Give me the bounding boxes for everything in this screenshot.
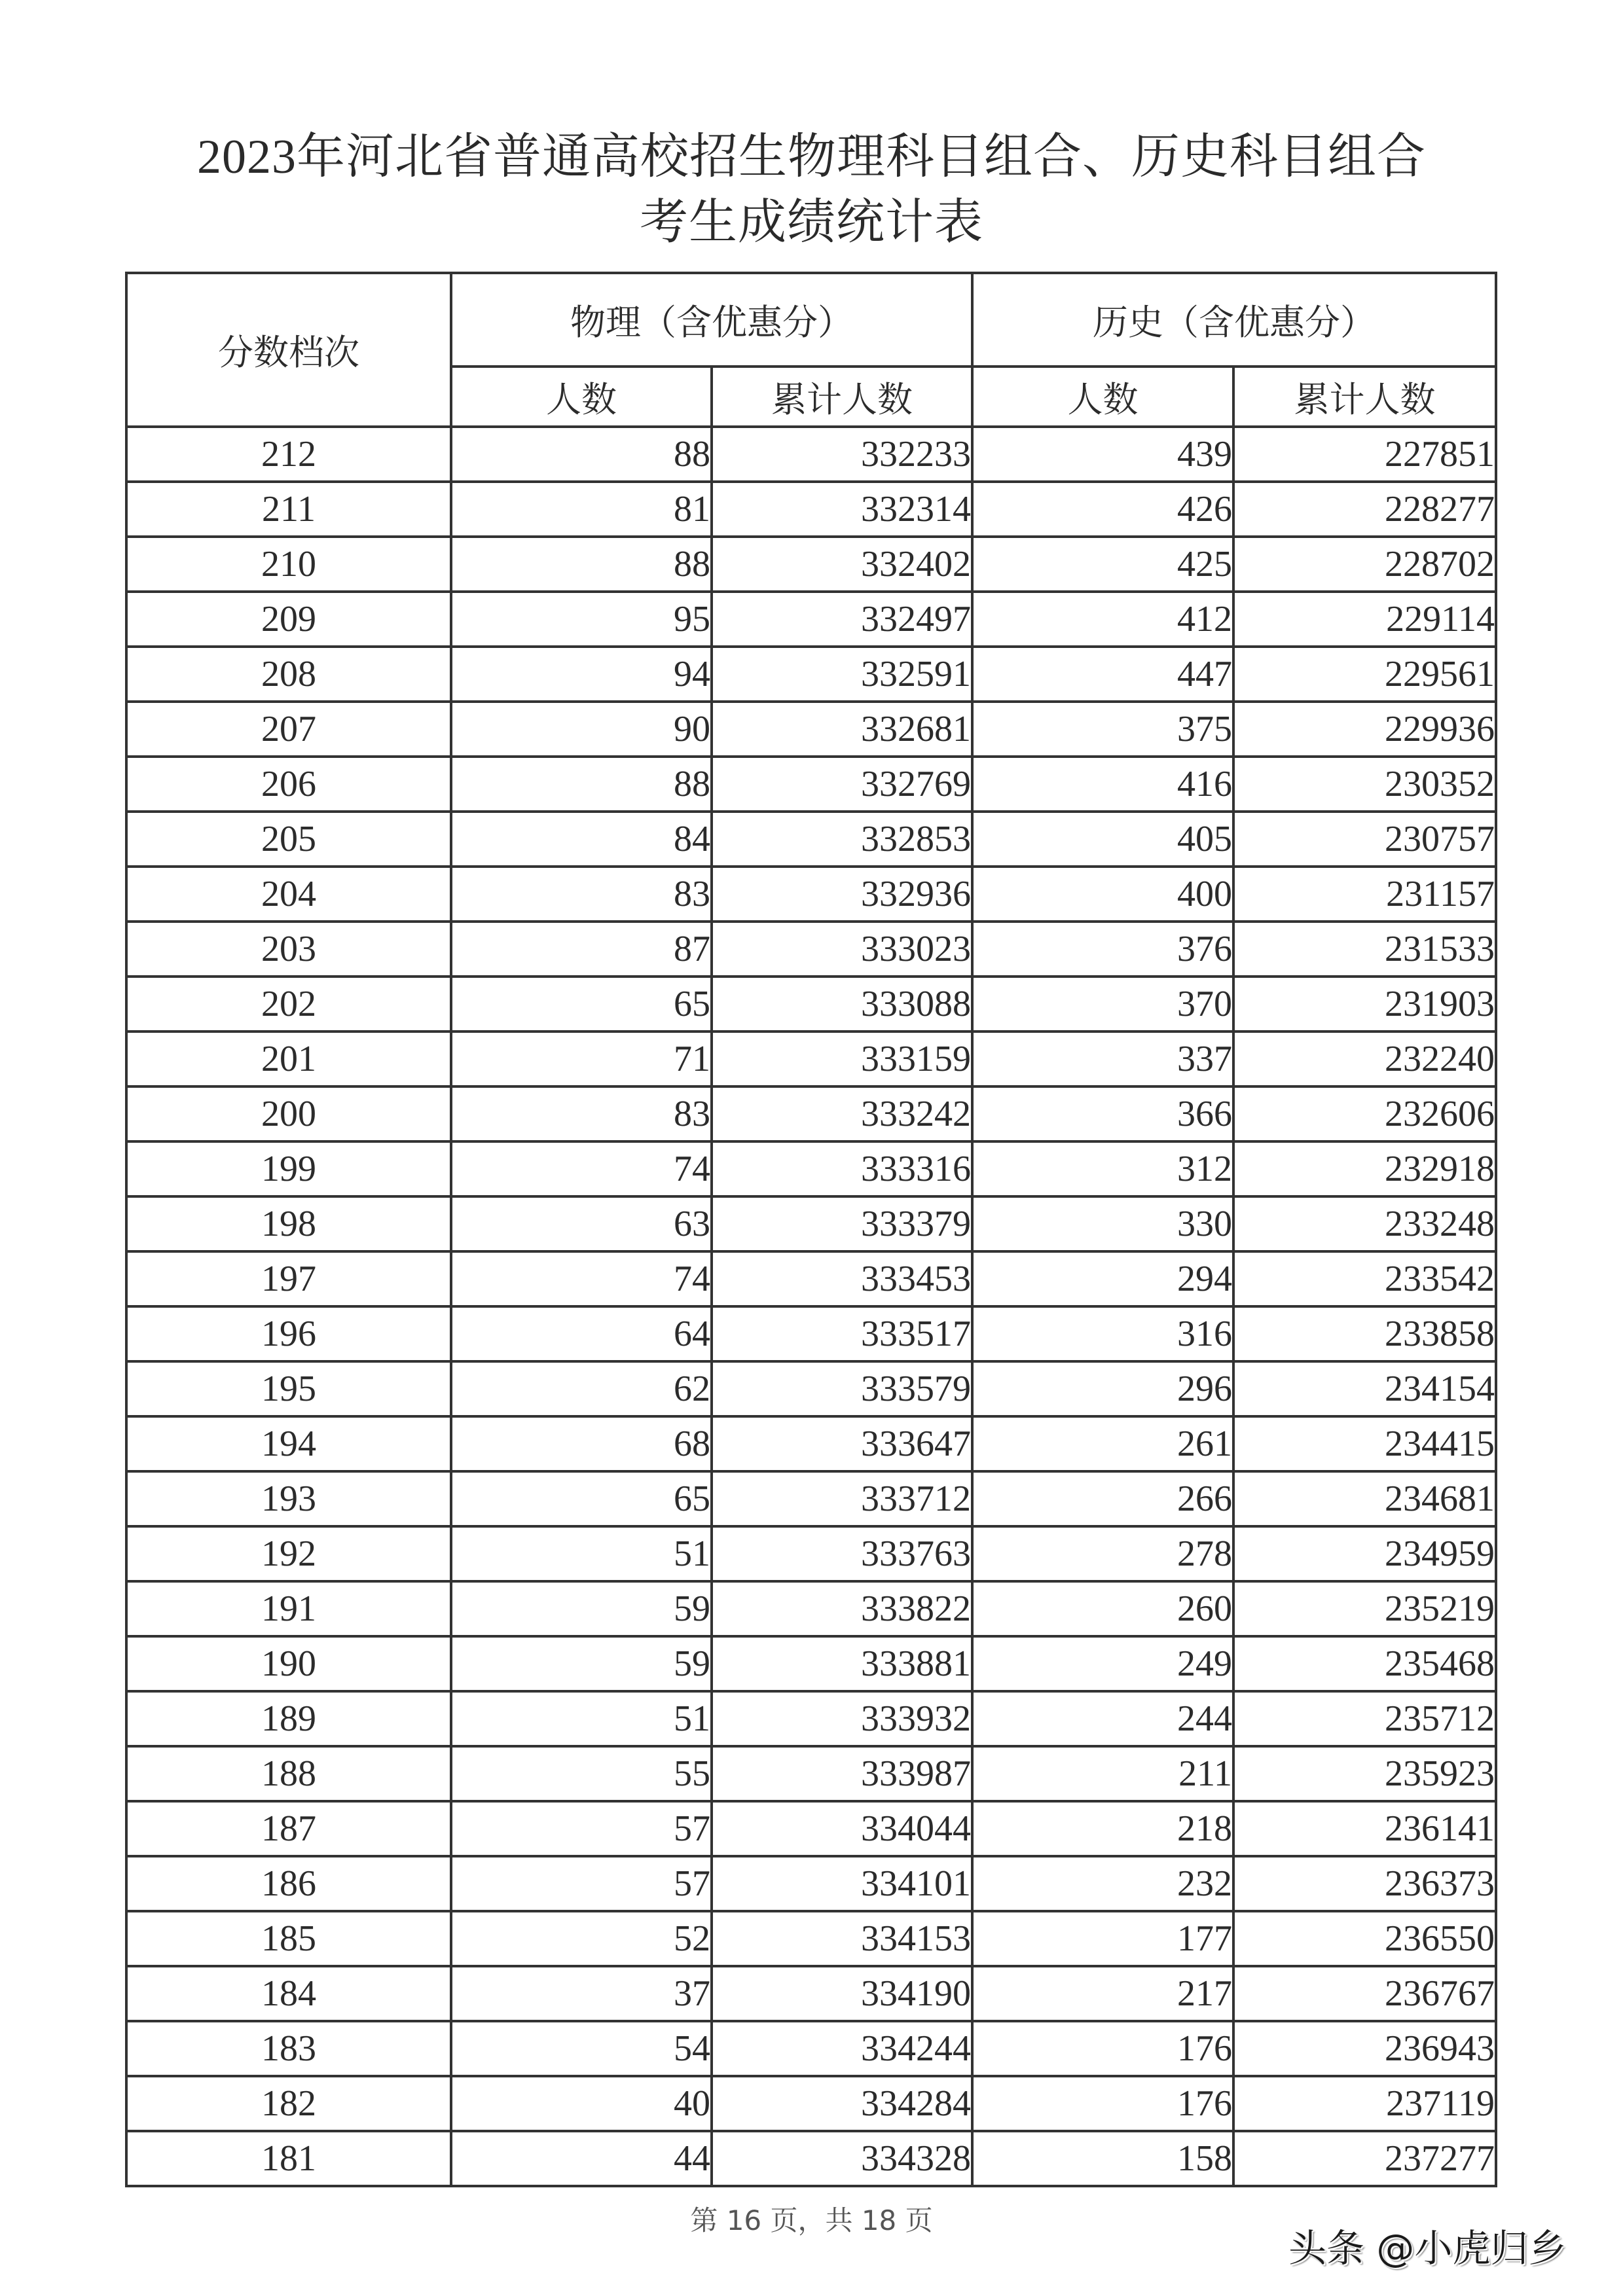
physics-cumulative-cell: 334328 — [712, 2131, 972, 2186]
history-count-cell: 412 — [972, 592, 1233, 647]
score-band-cell: 211 — [126, 482, 451, 537]
history-cumulative-cell: 234959 — [1233, 1526, 1496, 1581]
physics-count-cell: 65 — [451, 1471, 712, 1526]
history-count-cell: 405 — [972, 812, 1233, 867]
table-row — [126, 1856, 1496, 1911]
physics-cumulative-cell: 333987 — [712, 1746, 972, 1801]
score-band-cell: 189 — [126, 1691, 451, 1746]
score-band-cell: 182 — [126, 2076, 451, 2131]
history-cumulative-cell: 237119 — [1233, 2076, 1496, 2131]
score-band-cell: 205 — [126, 812, 451, 867]
physics-count-cell: 57 — [451, 1801, 712, 1856]
physics-count-cell: 51 — [451, 1526, 712, 1581]
physics-cumulative-cell: 333712 — [712, 1471, 972, 1526]
table-row — [126, 2131, 1496, 2186]
history-cumulative-cell: 234681 — [1233, 1471, 1496, 1526]
history-count-cell: 294 — [972, 1251, 1233, 1306]
physics-count-cell: 68 — [451, 1416, 712, 1471]
table-body — [126, 427, 1496, 2186]
score-band-cell: 198 — [126, 1196, 451, 1251]
history-count-cell: 260 — [972, 1581, 1233, 1636]
score-band-cell: 190 — [126, 1636, 451, 1691]
physics-count-cell: 37 — [451, 1966, 712, 2021]
physics-count-cell: 88 — [451, 757, 712, 812]
physics-count-cell: 94 — [451, 647, 712, 702]
physics-cumulative-cell: 334284 — [712, 2076, 972, 2131]
physics-count-cell: 74 — [451, 1141, 712, 1196]
score-band-cell: 191 — [126, 1581, 451, 1636]
history-count-cell: 375 — [972, 702, 1233, 757]
history-count-cell: 400 — [972, 867, 1233, 922]
physics-cumulative-cell: 333379 — [712, 1196, 972, 1251]
table-row — [126, 1526, 1496, 1581]
physics-cumulative-cell: 332233 — [712, 427, 972, 482]
physics-count-cell: 84 — [451, 812, 712, 867]
physics-cumulative-cell: 332591 — [712, 647, 972, 702]
score-band-cell: 204 — [126, 867, 451, 922]
history-count-cell: 176 — [972, 2076, 1233, 2131]
history-cumulative-cell: 235923 — [1233, 1746, 1496, 1801]
history-count-cell: 177 — [972, 1911, 1233, 1966]
table-row — [126, 1691, 1496, 1746]
history-cumulative-cell: 229114 — [1233, 592, 1496, 647]
physics-count-cell: 83 — [451, 867, 712, 922]
physics-count-cell: 88 — [451, 427, 712, 482]
score-band-cell: 200 — [126, 1086, 451, 1141]
header-score-band: 分数档次 — [126, 273, 451, 427]
table-row — [126, 1911, 1496, 1966]
physics-count-cell: 59 — [451, 1636, 712, 1691]
history-count-cell: 330 — [972, 1196, 1233, 1251]
physics-count-cell: 52 — [451, 1911, 712, 1966]
history-count-cell: 426 — [972, 482, 1233, 537]
history-cumulative-cell: 233542 — [1233, 1251, 1496, 1306]
physics-count-cell: 63 — [451, 1196, 712, 1251]
physics-cumulative-cell: 332853 — [712, 812, 972, 867]
score-band-cell: 209 — [126, 592, 451, 647]
score-band-cell: 183 — [126, 2021, 451, 2076]
table-row — [126, 2076, 1496, 2131]
score-band-cell: 202 — [126, 977, 451, 1031]
table-row — [126, 647, 1496, 702]
history-count-cell: 337 — [972, 1031, 1233, 1086]
history-cumulative-cell: 231157 — [1233, 867, 1496, 922]
history-cumulative-cell: 236943 — [1233, 2021, 1496, 2076]
score-band-cell: 185 — [126, 1911, 451, 1966]
physics-count-cell: 59 — [451, 1581, 712, 1636]
physics-cumulative-cell: 332936 — [712, 867, 972, 922]
score-band-cell: 203 — [126, 922, 451, 977]
table-row — [126, 1306, 1496, 1361]
history-cumulative-cell: 229936 — [1233, 702, 1496, 757]
physics-count-cell: 51 — [451, 1691, 712, 1746]
physics-cumulative-cell: 334244 — [712, 2021, 972, 2076]
header-physics-count: 人数 — [451, 367, 712, 427]
history-cumulative-cell: 228702 — [1233, 537, 1496, 592]
history-cumulative-cell: 231903 — [1233, 977, 1496, 1031]
history-count-cell: 312 — [972, 1141, 1233, 1196]
table-row — [126, 1801, 1496, 1856]
score-band-cell: 188 — [126, 1746, 451, 1801]
document-title-line1: 2023年河北省普通高校招生物理科目组合、历史科目组合 — [197, 130, 1426, 184]
physics-cumulative-cell: 332769 — [712, 757, 972, 812]
table-row — [126, 2021, 1496, 2076]
history-cumulative-cell: 233858 — [1233, 1306, 1496, 1361]
header-history-cumulative: 累计人数 — [1233, 367, 1496, 427]
physics-count-cell: 71 — [451, 1031, 712, 1086]
physics-cumulative-cell: 333316 — [712, 1141, 972, 1196]
history-cumulative-cell: 235219 — [1233, 1581, 1496, 1636]
history-count-cell: 439 — [972, 427, 1233, 482]
history-cumulative-cell: 232918 — [1233, 1141, 1496, 1196]
table-row — [126, 1086, 1496, 1141]
physics-count-cell: 83 — [451, 1086, 712, 1141]
table-row — [126, 537, 1496, 592]
score-band-cell: 184 — [126, 1966, 451, 2021]
score-band-cell: 193 — [126, 1471, 451, 1526]
physics-count-cell: 81 — [451, 482, 712, 537]
table-row — [126, 702, 1496, 757]
history-count-cell: 211 — [972, 1746, 1233, 1801]
score-band-cell: 186 — [126, 1856, 451, 1911]
physics-count-cell: 55 — [451, 1746, 712, 1801]
physics-cumulative-cell: 333242 — [712, 1086, 972, 1141]
physics-cumulative-cell: 333088 — [712, 977, 972, 1031]
history-cumulative-cell: 231533 — [1233, 922, 1496, 977]
physics-count-cell: 65 — [451, 977, 712, 1031]
history-cumulative-cell: 237277 — [1233, 2131, 1496, 2186]
physics-count-cell: 44 — [451, 2131, 712, 2186]
history-cumulative-cell: 236550 — [1233, 1911, 1496, 1966]
table-row — [126, 427, 1496, 482]
table-row — [126, 1141, 1496, 1196]
history-cumulative-cell: 227851 — [1233, 427, 1496, 482]
physics-cumulative-cell: 333822 — [712, 1581, 972, 1636]
physics-cumulative-cell: 334101 — [712, 1856, 972, 1911]
history-count-cell: 261 — [972, 1416, 1233, 1471]
table-row — [126, 1471, 1496, 1526]
physics-count-cell: 95 — [451, 592, 712, 647]
history-cumulative-cell: 228277 — [1233, 482, 1496, 537]
history-cumulative-cell: 235712 — [1233, 1691, 1496, 1746]
table-row — [126, 1966, 1496, 2021]
physics-cumulative-cell: 332402 — [712, 537, 972, 592]
physics-count-cell: 74 — [451, 1251, 712, 1306]
history-cumulative-cell: 233248 — [1233, 1196, 1496, 1251]
table-row — [126, 1251, 1496, 1306]
physics-count-cell: 57 — [451, 1856, 712, 1911]
document-title-line2: 考生成绩统计表 — [640, 196, 983, 249]
history-count-cell: 218 — [972, 1801, 1233, 1856]
score-band-cell: 208 — [126, 647, 451, 702]
table-row — [126, 867, 1496, 922]
physics-cumulative-cell: 333517 — [712, 1306, 972, 1361]
history-cumulative-cell: 230352 — [1233, 757, 1496, 812]
history-count-cell: 425 — [972, 537, 1233, 592]
table-row — [126, 977, 1496, 1031]
physics-cumulative-cell: 333763 — [712, 1526, 972, 1581]
history-count-cell: 370 — [972, 977, 1233, 1031]
physics-count-cell: 90 — [451, 702, 712, 757]
history-count-cell: 158 — [972, 2131, 1233, 2186]
score-band-cell: 210 — [126, 537, 451, 592]
header-history-count: 人数 — [972, 367, 1233, 427]
history-count-cell: 376 — [972, 922, 1233, 977]
physics-cumulative-cell: 333023 — [712, 922, 972, 977]
history-count-cell: 447 — [972, 647, 1233, 702]
history-count-cell: 232 — [972, 1856, 1233, 1911]
history-count-cell: 266 — [972, 1471, 1233, 1526]
score-band-cell: 201 — [126, 1031, 451, 1086]
score-band-cell: 181 — [126, 2131, 451, 2186]
history-count-cell: 316 — [972, 1306, 1233, 1361]
physics-count-cell: 54 — [451, 2021, 712, 2076]
table-row — [126, 922, 1496, 977]
history-cumulative-cell: 229561 — [1233, 647, 1496, 702]
history-cumulative-cell: 236373 — [1233, 1856, 1496, 1911]
physics-cumulative-cell: 334190 — [712, 1966, 972, 2021]
header-physics-cumulative: 累计人数 — [712, 367, 972, 427]
score-band-cell: 194 — [126, 1416, 451, 1471]
history-count-cell: 278 — [972, 1526, 1233, 1581]
header-physics-group: 物理（含优惠分） — [451, 273, 972, 367]
table-row — [126, 1416, 1496, 1471]
history-cumulative-cell: 235468 — [1233, 1636, 1496, 1691]
physics-cumulative-cell: 333159 — [712, 1031, 972, 1086]
header-row-groups — [126, 273, 1496, 367]
history-cumulative-cell: 232240 — [1233, 1031, 1496, 1086]
table-row — [126, 812, 1496, 867]
physics-cumulative-cell: 334044 — [712, 1801, 972, 1856]
physics-cumulative-cell: 333453 — [712, 1251, 972, 1306]
score-band-cell: 197 — [126, 1251, 451, 1306]
table-row — [126, 757, 1496, 812]
score-band-cell: 187 — [126, 1801, 451, 1856]
history-count-cell: 296 — [972, 1361, 1233, 1416]
history-cumulative-cell: 234415 — [1233, 1416, 1496, 1471]
physics-cumulative-cell: 333579 — [712, 1361, 972, 1416]
history-count-cell: 416 — [972, 757, 1233, 812]
score-statistics-table — [125, 272, 1497, 2187]
table-row — [126, 1196, 1496, 1251]
physics-cumulative-cell: 333932 — [712, 1691, 972, 1746]
physics-count-cell: 62 — [451, 1361, 712, 1416]
score-band-cell: 206 — [126, 757, 451, 812]
physics-cumulative-cell: 334153 — [712, 1911, 972, 1966]
physics-cumulative-cell: 333647 — [712, 1416, 972, 1471]
history-cumulative-cell: 234154 — [1233, 1361, 1496, 1416]
table-row — [126, 1636, 1496, 1691]
physics-count-cell: 88 — [451, 537, 712, 592]
history-count-cell: 366 — [972, 1086, 1233, 1141]
history-count-cell: 249 — [972, 1636, 1233, 1691]
table-row — [126, 1581, 1496, 1636]
physics-count-cell: 40 — [451, 2076, 712, 2131]
physics-count-cell: 87 — [451, 922, 712, 977]
score-band-cell: 212 — [126, 427, 451, 482]
physics-cumulative-cell: 332681 — [712, 702, 972, 757]
score-band-cell: 196 — [126, 1306, 451, 1361]
history-cumulative-cell: 236767 — [1233, 1966, 1496, 2021]
history-cumulative-cell: 236141 — [1233, 1801, 1496, 1856]
history-count-cell: 217 — [972, 1966, 1233, 2021]
score-band-cell: 192 — [126, 1526, 451, 1581]
table-row — [126, 1746, 1496, 1801]
score-band-cell: 207 — [126, 702, 451, 757]
score-band-cell: 199 — [126, 1141, 451, 1196]
score-band-cell: 195 — [126, 1361, 451, 1416]
history-count-cell: 176 — [972, 2021, 1233, 2076]
page-number: 第 16 页，共 18 页 — [690, 2204, 933, 2236]
history-cumulative-cell: 230757 — [1233, 812, 1496, 867]
physics-count-cell: 64 — [451, 1306, 712, 1361]
table-row — [126, 1031, 1496, 1086]
table-row — [126, 482, 1496, 537]
physics-cumulative-cell: 332497 — [712, 592, 972, 647]
watermark: 头条 @小虎归乡 — [1288, 2226, 1567, 2270]
physics-cumulative-cell: 333881 — [712, 1636, 972, 1691]
physics-cumulative-cell: 332314 — [712, 482, 972, 537]
table-row — [126, 1361, 1496, 1416]
history-cumulative-cell: 232606 — [1233, 1086, 1496, 1141]
table-row — [126, 592, 1496, 647]
header-history-group: 历史（含优惠分） — [972, 273, 1496, 367]
history-count-cell: 244 — [972, 1691, 1233, 1746]
